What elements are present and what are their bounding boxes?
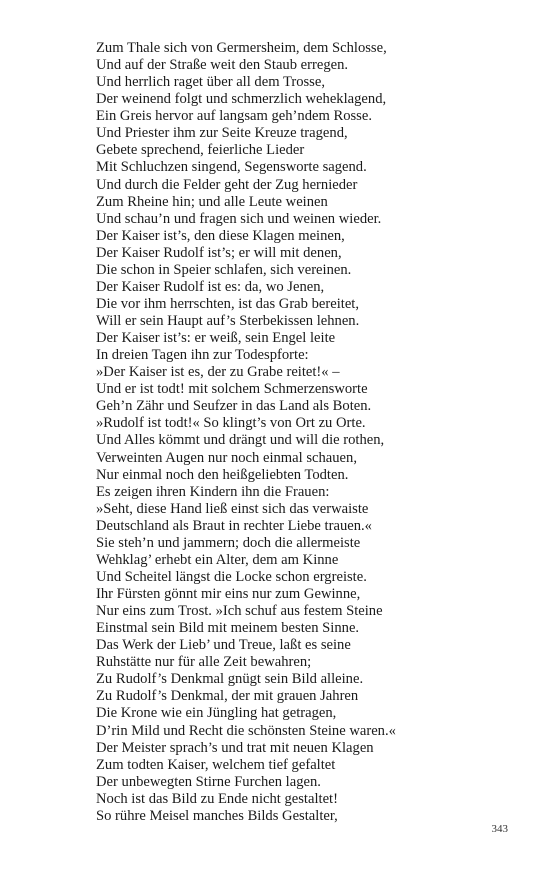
poem-line: Mit Schluchzen singend, Segensworte sagend. xyxy=(96,159,367,176)
poem-line: Der Kaiser ist’s: er weiß, sein Engel leite xyxy=(96,330,336,347)
poem-line: Und herrlich raget über all dem Trosse, xyxy=(96,74,325,91)
poem-line: Der Kaiser ist’s, den diese Klagen meinen, xyxy=(96,227,345,244)
poem-line: »Seht, diese Hand ließ einst sich das verwaiste xyxy=(96,500,369,517)
poem-line: Noch ist das Bild zu Ende nicht gestaltet! xyxy=(96,790,338,807)
poem-line: In dreien Tagen ihn zur Todespforte: xyxy=(96,347,309,364)
poem-line: »Der Kaiser ist es, der zu Grabe reitet!« – xyxy=(96,364,340,381)
poem-line: Der Kaiser Rudolf ist’s; er will mit denen, xyxy=(96,244,342,261)
poem-line: Der unbewegten Stirne Furchen lagen. xyxy=(96,773,321,790)
page-number: 343 xyxy=(491,823,508,835)
poem-line: Zu Rudolf’s Denkmal gnügt sein Bild alleine. xyxy=(96,671,364,688)
poem-line: Und er ist todt! mit solchem Schmerzensworte xyxy=(96,381,368,398)
poem-line: Sie steh’n und jammern; doch die allermeiste xyxy=(96,534,361,551)
poem-line: Das Werk der Lieb’ und Treue, laßt es seine xyxy=(96,637,351,654)
poem-line: Die vor ihm herrschten, ist das Grab bereitet, xyxy=(96,295,360,312)
poem-line: Ruhstätte nur für alle Zeit bewahren; xyxy=(96,654,312,671)
poem-line: Verweinten Augen nur noch einmal schauen, xyxy=(96,449,357,466)
poem-line: Die schon in Speier schlafen, sich vereinen. xyxy=(96,261,352,278)
poem-line: Und Priester ihm zur Seite Kreuze tragend, xyxy=(96,125,348,142)
poem-line: Zum Rheine hin; und alle Leute weinen xyxy=(96,193,328,210)
poem-line: Ein Greis hervor auf langsam geh’ndem Rosse. xyxy=(96,108,372,125)
poem-line: Und durch die Felder geht der Zug hernieder xyxy=(96,176,358,193)
poem-line: Zu Rudolf’s Denkmal, der mit grauen Jahren xyxy=(96,688,359,705)
poem-line: Und schau’n und fragen sich und weinen wieder. xyxy=(96,210,382,227)
poem-line: Der Meister sprach’s und trat mit neuen Klagen xyxy=(96,739,374,756)
poem-line: Wehklag’ erhebt ein Alter, dem am Kinne xyxy=(96,551,339,568)
poem-line: Es zeigen ihren Kindern ihn die Frauen: xyxy=(96,483,330,500)
poem-line: D’rin Mild und Recht die schönsten Steine waren.« xyxy=(96,722,396,739)
poem-line: Ihr Fürsten gönnt mir eins nur zum Gewinne, xyxy=(96,586,361,602)
poem-text xyxy=(96,40,396,825)
poem-line: »Rudolf ist todt!« So klingt’s von Ort zu Orte. xyxy=(96,415,366,432)
poem-line: Nur einmal noch den heißgeliebten Todten. xyxy=(96,466,349,483)
poem-line: Und Scheitel längst die Locke schon ergreiste. xyxy=(96,568,367,585)
poem-line: Der weinend folgt und schmerzlich weheklagend, xyxy=(96,91,387,108)
poem-line: Der Kaiser Rudolf ist es: da, wo Jenen, xyxy=(96,278,325,295)
poem-line: Deutschland als Braut in rechter Liebe trauen.« xyxy=(96,517,372,534)
poem-line: Geh’n Zähr und Seufzer in das Land als Boten. xyxy=(96,398,372,415)
poem-line: Zum Thale sich von Germersheim, dem Schlosse, xyxy=(96,40,387,56)
poem-line: Und auf der Straße weit den Staub erregen. xyxy=(96,57,349,74)
poem-line: So rühre Meisel manches Bilds Gestalter, xyxy=(96,807,338,824)
poem-line: Nur eins zum Trost. »Ich schuf aus festem Steine xyxy=(96,603,383,620)
poem-line: Einstmal sein Bild mit meinem besten Sinne. xyxy=(96,620,360,637)
poem-line: Zum todten Kaiser, welchem tief gefaltet xyxy=(96,756,336,773)
poem-line: Und Alles kömmt und drängt und will die rothen, xyxy=(96,432,385,449)
poem-line: Die Krone wie ein Jüngling hat getragen, xyxy=(96,705,337,722)
poem-line: Gebete sprechend, feierliche Lieder xyxy=(96,142,305,159)
poem-line: Will er sein Haupt auf’s Sterbekissen lehnen. xyxy=(96,313,360,329)
